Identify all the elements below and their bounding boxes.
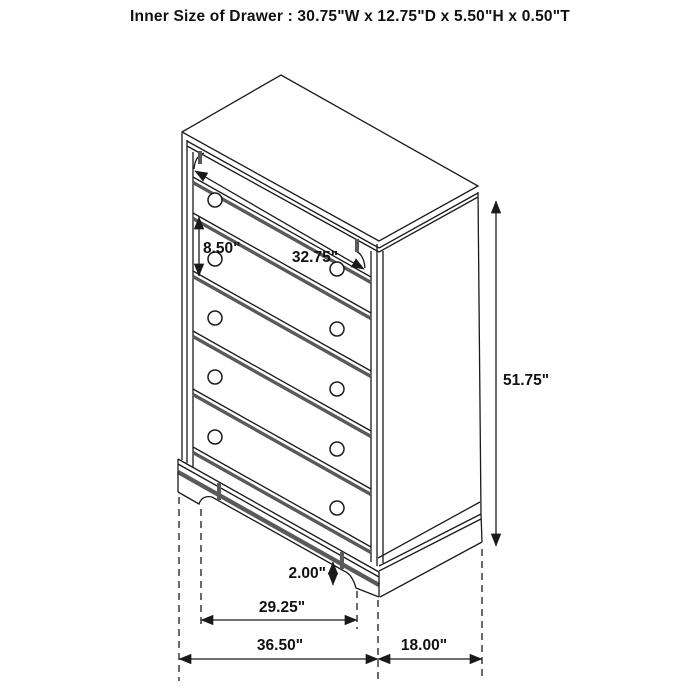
knob [330, 382, 344, 396]
knob [208, 193, 222, 207]
dim-leg-opening-width [201, 599, 357, 620]
dim-foot-height [288, 562, 333, 585]
leg-opening-width-label: 29.25" [258, 599, 306, 616]
chest-side-panel [378, 192, 481, 558]
base-arch-cutout [178, 492, 379, 597]
diagram-title: Inner Size of Drawer : 30.75"W x 12.75"D x 5.50"H x 0.50"T [130, 8, 570, 25]
knob [330, 322, 344, 336]
dim-overall-width [179, 637, 378, 659]
overall-depth-label: 18.00" [400, 637, 448, 654]
foot-height-label: 2.00" [288, 565, 326, 582]
drawer-face-width-label: 32.75" [291, 249, 339, 266]
chest-top-panel [182, 75, 478, 252]
knob [208, 311, 222, 325]
overall-width-label: 36.50" [256, 637, 304, 654]
overall-height-label: 51.75" [503, 372, 550, 389]
dim-overall-height [496, 201, 549, 546]
knob [330, 501, 344, 515]
drawer-face-height-label: 8.50" [203, 240, 241, 257]
knob [330, 442, 344, 456]
knob [208, 370, 222, 384]
knob [208, 430, 222, 444]
dim-overall-depth [378, 637, 482, 659]
